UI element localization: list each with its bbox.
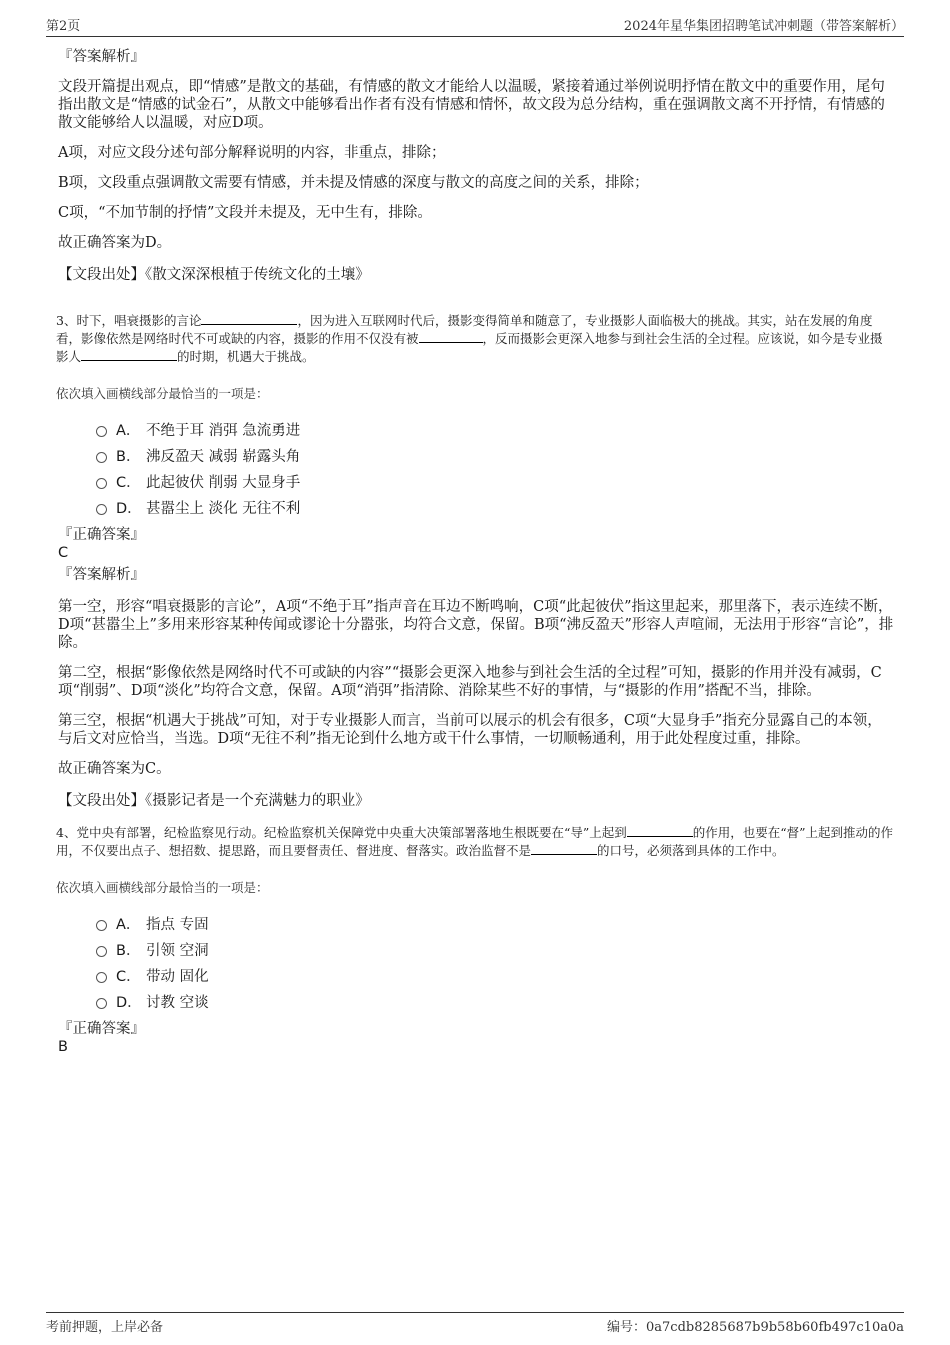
analysis-tag: 『答案解析』 <box>58 49 145 65</box>
question-prompt: 依次填入画横线部分最恰当的一项是： <box>56 386 269 401</box>
radio-icon[interactable] <box>96 946 107 957</box>
blank-1 <box>627 824 693 837</box>
analysis-paragraph: 第三空，根据“机遇大于挑战”可知，对于专业摄影人而言，当前可以展示的机会有很多，C项“大显身手”指充分显露自己的本领，与后文对应恰当，当选。D项“无往不利”指无论到什么地方或干什么事情，一切顺畅通利，用于此处程度过重，排除。 <box>58 713 882 747</box>
analysis-paragraph: 文段开篇提出观点，即“情感”是散文的基础，有情感的散文才能给人以温暖，紧接着通过举例说明抒情在散文中的重要作用，尾句指出散文是“情感的试金石”，从散文中能够看出作者有没有情感和情怀，故文段为总分结构，重在强调散文离不开抒情，有情感的散文能够给人以温暖，对应D项。 <box>58 79 885 131</box>
option-c[interactable]: C． 带动 固化 <box>96 962 894 988</box>
analysis-paragraph: C项，“不加节制的抒情”文段并未提及，无中生有，排除。 <box>58 205 432 221</box>
document-title: 2024年星华集团招聘笔试冲刺题（带答案解析） <box>623 19 904 34</box>
analysis-paragraph: 第一空，形容“唱衰摄影的言论”，A项“不绝于耳”指声音在耳边不断鸣响，C项“此起彼伏”指这里起来，那里落下，表示连续不断，D项“甚嚣尘上”多用来形容某种传闻或谬论十分嚣张，均符合文意，保留。B项“沸反盈天”形容人声喧闹，无法用于形容“言论”，排除。 <box>58 599 894 651</box>
option-b[interactable]: B． 引领 空洞 <box>96 936 894 962</box>
radio-icon[interactable] <box>96 998 107 1009</box>
radio-icon[interactable] <box>96 478 107 489</box>
blank-2 <box>531 842 597 855</box>
option-a[interactable]: A． 指点 专固 <box>96 910 894 936</box>
correct-answer: C <box>58 545 69 561</box>
option-b[interactable]: B． 沸反盈天 减弱 崭露头角 <box>96 442 894 468</box>
question-4 <box>56 824 894 1056</box>
page-content <box>56 44 894 1060</box>
question-prompt: 依次填入画横线部分最恰当的一项是： <box>56 880 269 895</box>
analysis-paragraph: 故正确答案为D。 <box>58 235 172 251</box>
options-list <box>96 416 894 520</box>
radio-icon[interactable] <box>96 920 107 931</box>
footer-slogan: 考前押题，上岸必备 <box>46 1319 164 1335</box>
correct-answer-tag: 『正确答案』 <box>58 527 145 543</box>
q2-analysis-section <box>56 48 894 284</box>
correct-answer-tag: 『正确答案』 <box>58 1021 145 1037</box>
radio-icon[interactable] <box>96 452 107 463</box>
analysis-tag: 『答案解析』 <box>58 567 145 583</box>
page-footer <box>46 1312 904 1335</box>
option-d[interactable]: D． 甚嚣尘上 淡化 无往不利 <box>96 494 894 520</box>
analysis-paragraph: 故正确答案为C。 <box>58 761 171 777</box>
analysis-paragraph: A项，对应文段分述句部分解释说明的内容，非重点，排除； <box>58 145 446 161</box>
option-a[interactable]: A． 不绝于耳 消弭 急流勇进 <box>96 416 894 442</box>
option-c[interactable]: C． 此起彼伏 削弱 大显身手 <box>96 468 894 494</box>
options-list <box>96 910 894 1014</box>
blank-3 <box>81 348 177 361</box>
source-citation: 【文段出处】《散文深深根植于传统文化的土壤》 <box>58 267 370 283</box>
question-stem: 4、党中央有部署，纪检监察见行动。纪检监察机关保障党中央重大决策部署落地生根既要在“导”上起到 的作用，也要在“督”上起到推动的作用，不仅要出点子、想招数、提思路，而且要督责任、督进度、督落实。政治监督不是 的口号，必须落到具体的工作中。 <box>56 825 894 858</box>
radio-icon[interactable] <box>96 504 107 515</box>
blank-2 <box>419 330 483 343</box>
analysis-paragraph: B项，文段重点强调散文需要有情感，并未提及情感的深度与散文的高度之间的关系，排除； <box>58 175 649 191</box>
option-d[interactable]: D． 讨教 空谈 <box>96 988 894 1014</box>
document-code: 编号：0a7cdb8285687b9b58b60fb497c10a0a <box>607 1319 904 1335</box>
page-number: 第2页 <box>46 19 81 34</box>
blank-1 <box>201 312 297 325</box>
source-citation: 【文段出处】《摄影记者是一个充满魅力的职业》 <box>58 793 370 809</box>
correct-answer: B <box>58 1039 68 1055</box>
page-header <box>46 14 904 37</box>
radio-icon[interactable] <box>96 426 107 437</box>
radio-icon[interactable] <box>96 972 107 983</box>
question-stem: 3、时下，唱衰摄影的言论 ，因为进入互联网时代后，摄影变得简单和随意了，专业摄影人面临极大的挑战。其实，站在发展的角度看，影像依然是网络时代不可或缺的内容，摄影的作用不仅没有被 ，反而摄影会更深入地参与到社会生活的全过程。应该说，如今是专业摄影人 的时期，机遇大于挑战。 <box>56 313 883 364</box>
analysis-paragraph: 第二空，根据“影像依然是网络时代不可或缺的内容”“摄影会更深入地参与到社会生活的全过程”可知，摄影的作用并没有减弱，C项“削弱”、D项“淡化”均符合文意，保留。A项“消弭”指清除、消除某些不好的事情，与“摄影的作用”搭配不当，排除。 <box>58 665 882 699</box>
question-3 <box>56 312 894 810</box>
